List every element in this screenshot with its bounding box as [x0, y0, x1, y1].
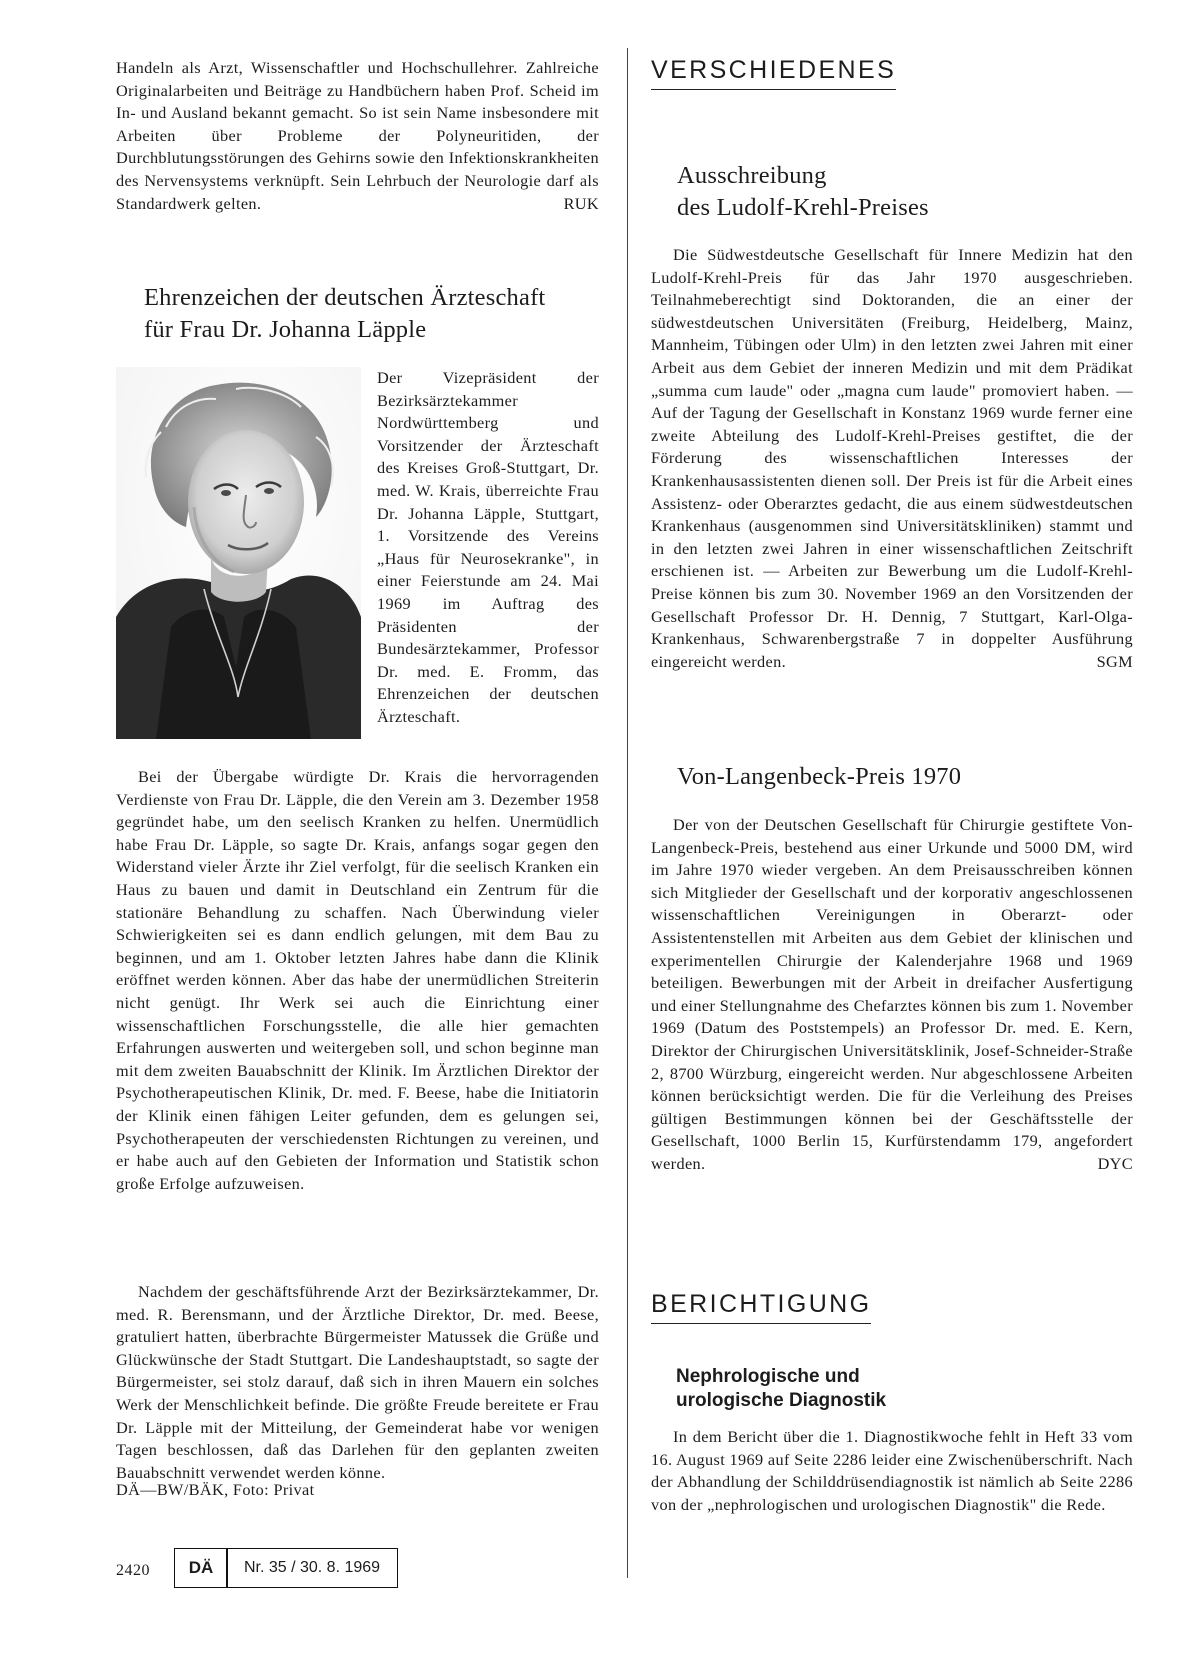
langenbeck-title: Von-Langenbeck-Preis 1970 — [677, 763, 962, 790]
intro-paragraph: Handeln als Arzt, Wissenschaftler und Hochschullehrer. Zahlreiche Originalarbeiten und Beiträge zu Handbüchern haben Prof. Scheid im In- und Ausland bekannt gemacht. So ist sein Name insbesondere mit Arbeiten über Probleme der Polyneuritiden, der Durchblutungsstörungen des Gehirns sowie den Infektionskrankheiten des Nervensystems verknüpft. Sein Lehrbuch der Neurologie darf als Standardwerk gelten. RUK — [116, 57, 599, 215]
journal-box: DÄ — [174, 1548, 228, 1588]
nephro-title-line1: Nephrologische und — [676, 1366, 860, 1387]
article-paragraph-2: Bei der Übergabe würdigte Dr. Krais die hervorragenden Verdienste von Frau Dr. Läpple, die den Verein am 3. Dezember 1958 gegründet habe, um den seelisch Kranken zu helfen. Unermüdlich habe Frau Dr. Läpple, so sagte Dr. Krais, anfangs sogar gegen den Widerstand vieler Ärzte ihr Ziel verfolgt, für die seelisch Kranken ein Haus zu bauen und damit in Deutschland ein Zentrum für die stationäre Behandlung zu schaffen. Nach Überwindung vieler Schwierigkeiten sei es dann endlich gelungen, mit dem Bau zu beginnen, und am 1. Oktober letzten Jahres habe dann die Klinik eröffnet werden können. Aber das habe der unermüdlichen Streiterin nicht genügt. Ihr Werk sei auch die Einrichtung einer wissenschaftlichen Forschungsstelle, die alle hier gemachten Erfahrungen auswerten und weitergeben soll, und schon beginne man mit dem zweiten Bauabschnitt der Klinik. Im Ärztlichen Direktor der Psychotherapeutischen Klinik, Dr. med. F. Beese, habe die Initiatorin der Klinik einen fähigen Leiter gefunden, dem es gelungen sei, Psychotherapeuten der verschiedensten Richtungen zu vereinen, und er habe auch auf den Gebieten der Information und Statistik schon große Erfolge aufzuweisen. — [116, 767, 599, 1193]
portrait-photo — [116, 367, 361, 739]
krehl-title — [677, 160, 1133, 224]
column-divider — [627, 48, 628, 1578]
krehl-title-line1: Ausschreibung — [677, 162, 827, 189]
article-paragraph-3: Nachdem der geschäftsführende Arzt der Bezirksärztekammer, Dr. med. R. Berensmann, und der Ärztliche Direktor, Dr. med. Beese, gratuliert hatten, überbrachte Bürgermeister Matussek die Grüße und Glückwünsche der Stadt Stuttgart. Die Landeshauptstadt, so sagte der Bürgermeister, sei stolz darauf, daß sich in ihren Mauern ein solches Werk der Menschlichkeit befinde. Die größte Freude bereitete er Frau Dr. Läpple mit der Mitteilung, der Gemeinderat habe vor wenigen Tagen beschlossen, daß das Darlehen für den geplanten zweiten Bauabschnitt verwendet werden könne. — [116, 1282, 599, 1482]
nephro-title — [676, 1365, 1133, 1413]
intro-signature: RUK — [563, 193, 599, 213]
beside-photo-text: Der Vizepräsident der Bezirksärztekammer Nordwürttemberg und Vorsitzender der Ärzteschaft des Kreises Groß-Stuttgart, Dr. med. W. Krais, überreichte Frau Dr. Johanna Läpple, Stuttgart, 1. Vorsitzende des Vereins „Haus für Neurosekranke", in einer Feierstunde am 24. Mai 1969 im Auftrag des Präsidenten der Bundesärztekammer, Professor Dr. med. E. Fromm, das Ehrenzeichen der deutschen Ärzteschaft. — [377, 368, 599, 726]
langenbeck-body: Der von der Deutschen Gesellschaft für Chirurgie gestiftete Von-Langenbeck-Preis, bestehend aus einer Urkunde und 5000 DM, wird im Jahre 1970 wieder vergeben. An dem Preisausschreiben können sich Mitglieder der Gesellschaft und der korporativ angeschlossenen wissenschaftlichen Vereinigungen in Oberarzt- oder Assistentenstellen mit Arbeiten aus dem Gebiet der klinischen und experimentellen Chirurgie der Kalenderjahre 1968 und 1969 beteiligen. Bewerbungen mit der Arbeit in dreifacher Ausfertigung und einer Stellungnahme des Chefarztes können bis zum 1. November 1969 (Datum des Poststempels) an Professor Dr. med. E. Kern, Direktor der Chirurgischen Universitätsklinik, Josef-Schneider-Straße 2, 8700 Würzburg, eingereicht werden. Nur abgeschlossene Arbeiten können berücksichtigt werden. Die für die Verleihung des Preises gültigen Bestimmungen können bei der Geschäftsstelle der Gesellschaft, 1000 Berlin 15, Kurfürstendamm 179, angefordert werden. DYC — [651, 814, 1133, 1176]
photo-credit: DÄ—BW/BÄK, Foto: Privat — [116, 1480, 315, 1499]
article-title-line2: für Frau Dr. Johanna Läpple — [144, 316, 427, 343]
section-heading-verschiedenes: VERSCHIEDENES — [651, 56, 896, 90]
article-title — [144, 282, 599, 346]
krehl-signature: SGM — [1096, 651, 1133, 671]
issue-box: Nr. 35 / 30. 8. 1969 — [226, 1548, 398, 1588]
krehl-title-line2: des Ludolf-Krehl-Preises — [677, 194, 929, 221]
nephro-title-line2: urologische Diagnostik — [676, 1390, 887, 1411]
page-number: 2420 — [116, 1562, 150, 1579]
krehl-body: Die Südwestdeutsche Gesellschaft für Innere Medizin hat den Ludolf-Krehl-Preis für das Jahr 1970 ausgeschrieben. Teilnahmeberechtigt sind Doktoranden, die an einer der südwestdeutschen Universitäten (Freiburg, Heidelberg, Mainz, Mannheim, Tübingen oder Ulm) in den letzten zwei Jahren mit einer Arbeit aus dem Gebiet der inneren Medizin und mit dem Prädikat „summa cum laude" oder „magna cum laude" promoviert haben. — Auf der Tagung der Gesellschaft in Konstanz 1969 wurde ferner eine zweite Abteilung des Ludolf-Krehl-Preises gestiftet, die der Förderung des wissenschaftlichen Interesses der Krankenhausassistenten dienen soll. Der Preis ist für die Arbeit eines Assistenz- oder Oberarztes gedacht, die aus einem südwestdeutschen Krankenhaus (ausgenommen sind Universitätskliniken) stammt und in den letzten zwei Jahren in einer wissenschaftlichen Zeitschrift erschienen ist. — Arbeiten zur Bewerbung um die Ludolf-Krehl-Preise können bis zum 30. November 1969 an den Vorsitzenden der Gesellschaft Professor Dr. H. Dennig, 7 Stuttgart, Karl-Olga-Krankenhaus, Schwarenbergstraße 7 in doppelter Ausführung eingereicht werden. SGM — [651, 244, 1133, 673]
section-heading-berichtigung: BERICHTIGUNG — [651, 1290, 871, 1324]
nephro-body: In dem Bericht über die 1. Diagnostikwoche fehlt in Heft 33 vom 16. August 1969 auf Seite 2286 leider eine Zwischenüberschrift. Nach der Abhandlung der Schilddrüsendiagnostik ist nämlich ab Seite 2286 von der „nephrologischen und urologischen Diagnostik" die Rede. — [651, 1427, 1133, 1514]
langenbeck-signature: DYC — [1097, 1153, 1133, 1173]
article-title-line1: Ehrenzeichen der deutschen Ärzteschaft — [144, 284, 546, 311]
